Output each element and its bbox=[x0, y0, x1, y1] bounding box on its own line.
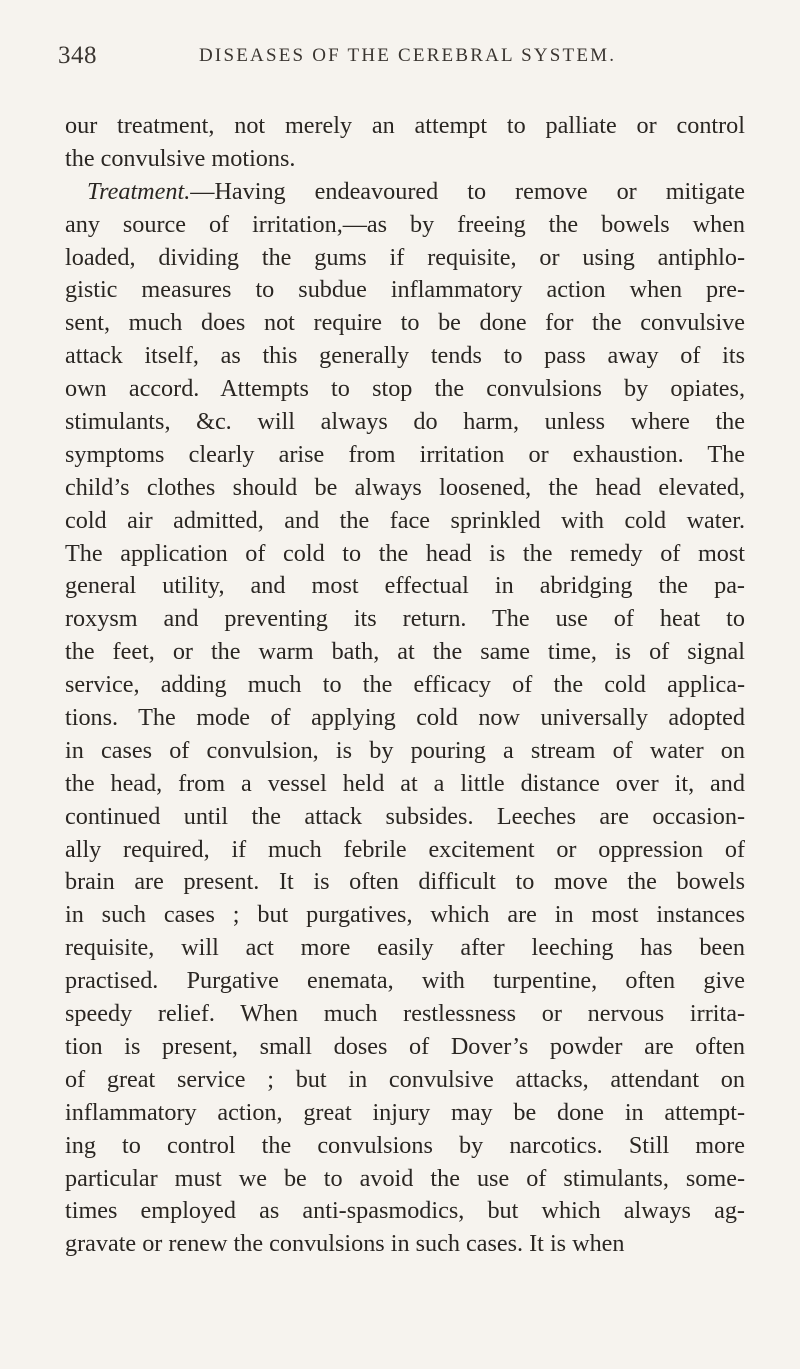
text-line: service, adding much to the efficacy of the cold applica- bbox=[65, 671, 745, 699]
text-line: tion is present, small doses of Dover’s powder are often bbox=[65, 1032, 745, 1060]
text-line: our treatment, not merely an attempt to palliate or control bbox=[65, 112, 745, 139]
text-line: speedy relief. When much restlessness or nervous irrita- bbox=[65, 1000, 745, 1028]
text-line: attack itself, as this generally tends to pass away of its bbox=[65, 342, 745, 370]
text-line: practised. Purgative enemata, with turpentine, often give bbox=[65, 967, 745, 995]
text-line: ally required, if much febrile excitement or oppression of bbox=[65, 835, 745, 863]
text-line: roxysm and preventing its return. The use of heat to bbox=[65, 605, 745, 633]
section-heading: Treatment. bbox=[87, 177, 191, 205]
text-line: in cases of convulsion, is by pouring a stream of water on bbox=[65, 736, 745, 764]
text-line: stimulants, &c. will always do harm, unless where the bbox=[65, 408, 745, 436]
text-line: particular must we be to avoid the use of stimulants, some- bbox=[65, 1164, 745, 1192]
text-line: general utility, and most effectual in abridging the pa- bbox=[65, 572, 745, 600]
text-line: own accord. Attempts to stop the convulsions by opiates, bbox=[65, 375, 745, 403]
text-line: the head, from a vessel held at a little distance over it, and bbox=[65, 769, 745, 797]
text-line: loaded, dividing the gums if requisite, or using antiphlo- bbox=[65, 243, 745, 271]
text-line: gistic measures to subdue inflammatory action when pre- bbox=[65, 276, 745, 304]
text-line: the feet, or the warm bath, at the same time, is of signal bbox=[65, 638, 745, 666]
text-line: symptoms clearly arise from irritation or exhaustion. The bbox=[65, 440, 745, 468]
text-line: times employed as anti-spasmodics, but which always ag- bbox=[65, 1197, 745, 1225]
text-line-rest: Having endeavoured to remove or mitigate bbox=[214, 177, 745, 205]
page-header bbox=[0, 42, 800, 82]
text-line: any source of irritation,—as by freeing the bowels when bbox=[65, 210, 745, 238]
text-line: The application of cold to the head is the remedy of most bbox=[65, 539, 745, 567]
text-line: in such cases ; but purgatives, which are in most instances bbox=[65, 901, 745, 929]
body-text bbox=[65, 110, 745, 1261]
text-line: child’s clothes should be always loosened, the head elevated, bbox=[65, 473, 745, 501]
text-line: ing to control the convulsions by narcotics. Still more bbox=[65, 1131, 745, 1159]
text-line: cold air admitted, and the face sprinkled with cold water. bbox=[65, 506, 745, 534]
text-line: gravate or renew the convulsions in such cases. It is when bbox=[65, 1230, 625, 1258]
text-line: inflammatory action, great injury may be done in attempt- bbox=[65, 1098, 745, 1126]
text-line-with-heading: Treatment.—Having endeavoured to remove or mitigate bbox=[87, 177, 745, 205]
text-line: sent, much does not require to be done for the convulsive bbox=[65, 309, 745, 337]
text-line: the convulsive motions. bbox=[65, 144, 296, 172]
text-line: brain are present. It is often difficult to move the bowels bbox=[65, 868, 745, 896]
text-line: continued until the attack subsides. Leeches are occasion- bbox=[65, 802, 745, 830]
text-line: tions. The mode of applying cold now universally adopted bbox=[65, 704, 745, 732]
page-number: 348 bbox=[58, 42, 97, 69]
text-line: of great service ; but in convulsive attacks, attendant on bbox=[65, 1065, 745, 1093]
running-title: DISEASES OF THE CEREBRAL SYSTEM. bbox=[199, 45, 617, 66]
text-line: requisite, will act more easily after leeching has been bbox=[65, 934, 745, 962]
